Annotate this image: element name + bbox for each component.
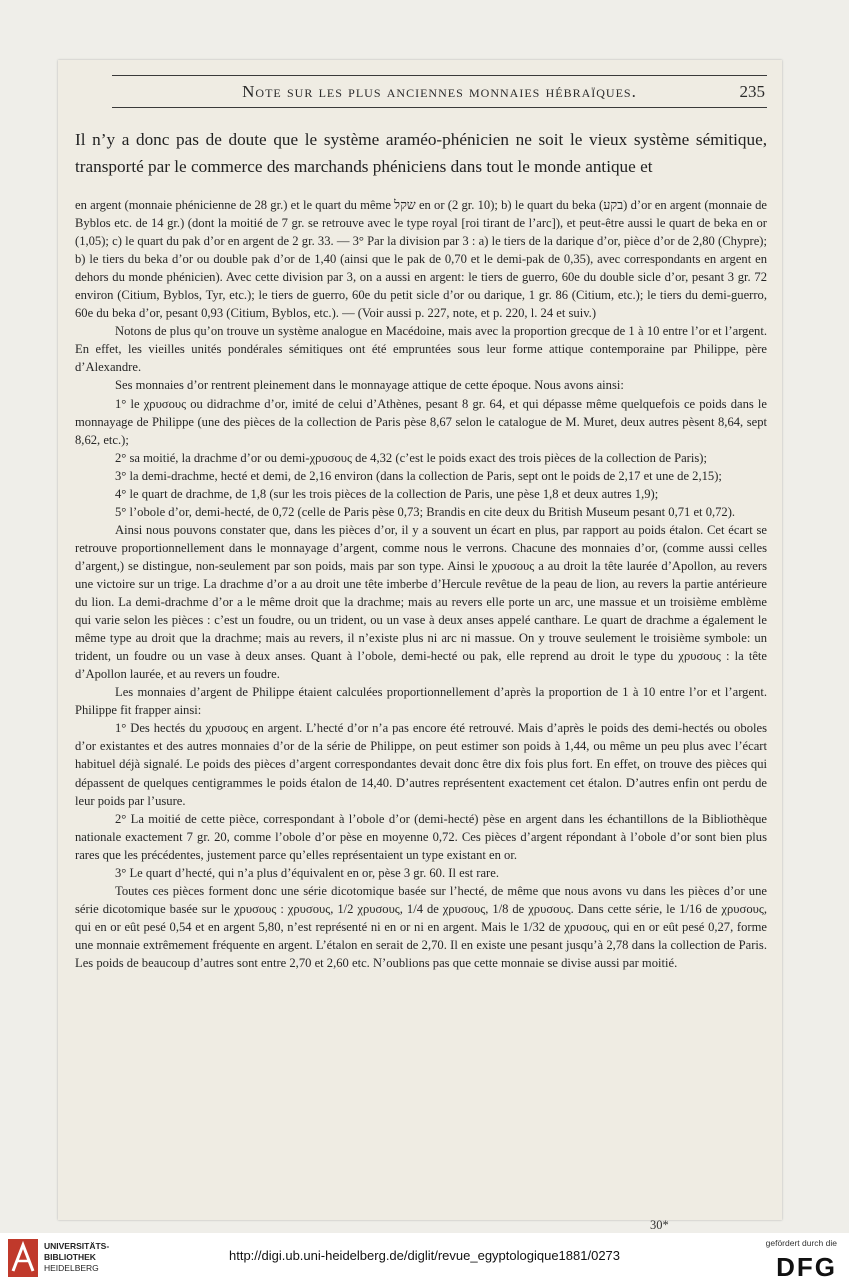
header-rule-top (112, 75, 767, 76)
paragraph: Notons de plus qu’on trouve un système analogue en Macédoine, mais avec la proportion grecque de 1 à 10 entre l’or et l’argent. En effet, les vieilles unités pondérales sémitiques ont été empruntées sous leur forme attique contemporaine par Philippe, père d’Alexandre. (75, 324, 767, 375)
paragraph: Ainsi nous pouvons constater que, dans les pièces d’or, il y a souvent un écart en plus, par rapport au poids étalon. Cet écart se retrouve proportionnellement dans le monnayage d’argent, comme nous le verrons. Chacune des monnaies d’or, (comme aussi celles d’argent,) se distingue, non-seulement par son poids, mais par son type. Ainsi le χρυσους a au droit la tête laurée d’Apollon, au revers une victoire sur un trige. La drachme d’or a au droit une tête imberbe d’Hercule revêtue de la peau de lion, au revers la partie antérieure du lion. La demi-drachme d’or a le même droit que la drachme; mais au revers elle porte un arc, une massue et un troisième emblème qui varie selon les pièces : c’est un foudre, ou un trident, ou un vase à deux anses appelé canthare. Le quart de drachme a également le même type au droit que la drachme; mais au revers, il n’existe plus ni arc ni massue. On y trouve seulement le troisième symbole: un trident, un foudre ou un vase à deux anses. Quant à l’obole, demi-hecté ou pak, elle reprend au droit le type du χρυσους : la tête d’Apollon laurée, et au revers un foudre. (75, 522, 767, 682)
header-rule-bottom (112, 107, 767, 108)
note-body (75, 196, 767, 972)
list-item: 5° l’obole d’or, demi-hecté, de 0,72 (celle de Paris pèse 0,73; Brandis en cite deux du British Museum pesant 0,71 et 0,72). (115, 504, 736, 519)
signature-mark: 30* (650, 1218, 669, 1232)
list-item: 2° sa moitié, la drachme d’or ou demi-χρυσους de 4,32 (c’est le poids exact des trois pièces de la collection de Paris); (115, 450, 707, 465)
page-number: 235 (739, 82, 765, 101)
list-item: 1° le χρυσους ou didrachme d’or, imité de celui d’Athènes, pesant 8 gr. 64, et qui dépasse même quelquefois ce poids dans le monnayage de Philippe (une des pièces de la collection de Paris pèse 8,67 selon le catalogue de M. Muret, deux autres pèsent 8,64, sept 8,62, etc.); (75, 396, 767, 447)
dfg-logo: DFG (776, 1252, 837, 1282)
list-item: 4° le quart de drachme, de 1,8 (sur les trois pièces de la collection de Paris, une pèse 1,8 et deux autres 1,9); (115, 486, 659, 501)
funding-note: gefördert durch die (765, 1238, 837, 1248)
lead-text: Il n’y a donc pas de doute que le système araméo-phénicien ne soit le vieux système sémitique, transporté par le commerce des marchands phéniciens dans tout le monde antique et (75, 130, 767, 176)
library-name: UNIVERSITÄTS- BIBLIOTHEK HEIDELBERG (44, 1241, 110, 1273)
paragraph: Les monnaies d’argent de Philippe étaient calculées proportionnellement d’après la proportion de 1 à 10 entre l’or et l’argent. Philippe fit frapper ainsi: (75, 685, 767, 718)
list-item: 2° La moitié de cette pièce, correspondant à l’obole d’or (demi-hecté) pèse en argent dans les échantillons de la Bibliothèque nationale exactement 7 gr. 20, comme l’obole d’or pèse en moyenne 0,72. Ces pièces d’argent répondant à l’obole d’or sont bien plus rares que les précédentes, justement parce qu’elles représentaient un type existant en or. (75, 811, 767, 862)
paragraph: Ses monnaies d’or rentrent pleinement dans le monnayage attique de cette époque. Nous avons ainsi: (115, 378, 624, 393)
list-item: 3° Le quart d’hecté, qui n’a plus d’équivalent en or, pèse 3 gr. 60. Il est rare. (115, 865, 499, 880)
paragraph: Toutes ces pièces forment donc une série dicotomique basée sur l’hecté, de même que nous avons vu dans les pièces d’or une série dicotomique basée sur le χρυσους : χρυσους, 1/2 χρυσους, 1/4 de χρυσους, 1/8 de χρυσους. Dans cette série, le 1/16 de χρυσους, qui en or eût pesé 0,54 et en argent 5,80, n’est représenté ni en or ni en argent. Mais le 1/32 de χρυσους, qui en or eût pesé 0,27, forme une monnaie extrêmement fréquente en argent. L’étalon en serait de 2,70. Il en existe une pesant jusqu’à 2,78 dans la collection de Paris. Les poids de beaucoup d’autres sont entre 2,70 et 2,60 etc. N’oublions pas que cette monnaie se divise aussi par moitié. (75, 883, 767, 970)
list-item: 1° Des hectés du χρυσους en argent. L’hecté d’or n’a pas encore été retrouvé. Mais d’après le poids des demi-hectés ou oboles d’or existantes et des autres monnaies d’or de la série de Philippe, on peut estimer son poids à 1,44, ou même un peu plus avec l’écart habituel déjà signalé. Le poids des pièces d’argent correspondantes devait donc être dix fois plus fort. En effet, on trouve des pièces qui dépassent de quelques centigrammes le poids étalon de 14,40. D’autres représentent exactement cet étalon. D’autres enfin ont perdu de leur poids par l’usure. (75, 721, 767, 808)
lead-paragraph (75, 126, 767, 180)
paragraph: en argent (monnaie phénicienne de 28 gr.) et le quart du même שקל en or (2 gr. 10); b) le quart du beka (בקע) d’or en argent (monnaie de Byblos etc. de 14 gr.) (dont la moitié de 7 gr. se retrouve avec le type royal [roi tirant de l’arc]), et peut-être aussi le quart de beka en or (1,05); c) le quart du pak d’or en argent de 2 gr. 33. — 3° Par la division par 3 : a) le tiers de la darique d’or, pièce d’or de 2,80 (Chypre); b) le tiers du beka d’or ou double pak d’or de 1,40 (ainsi que le pak de 0,70 et le demi-pak de 0,35), avec correspondants en argent en dehors du monde phénicien). Avec cette division par 3, on a aussi en argent: le tiers de guerro, 60e du double sicle d’or, pesant 3 gr. 72 environ (Citium, Byblos, Tyr, etc.); le tiers de guerro, 60e du petit sicle d’or ou darique, 1 gr. 86 (Citium, etc.); le tiers du demi-guerro, 60e du beka d’or, pesant 0,93 (Citium, Byblos, etc.). — (Voir aussi p. 227, note, et p. 220, l. 24 et suiv.) (75, 198, 767, 321)
list-item: 3° la demi-drachme, hecté et demi, de 2,16 environ (dans la collection de Paris, sept ont le poids de 2,17 et une de 2,15); (115, 468, 722, 483)
source-url-link[interactable]: http://digi.ub.uni-heidelberg.de/diglit/revue_egyptologique1881/0273 (228, 1248, 621, 1263)
running-title: Note sur les plus anciennes monnaies hébraïques. (242, 82, 637, 101)
